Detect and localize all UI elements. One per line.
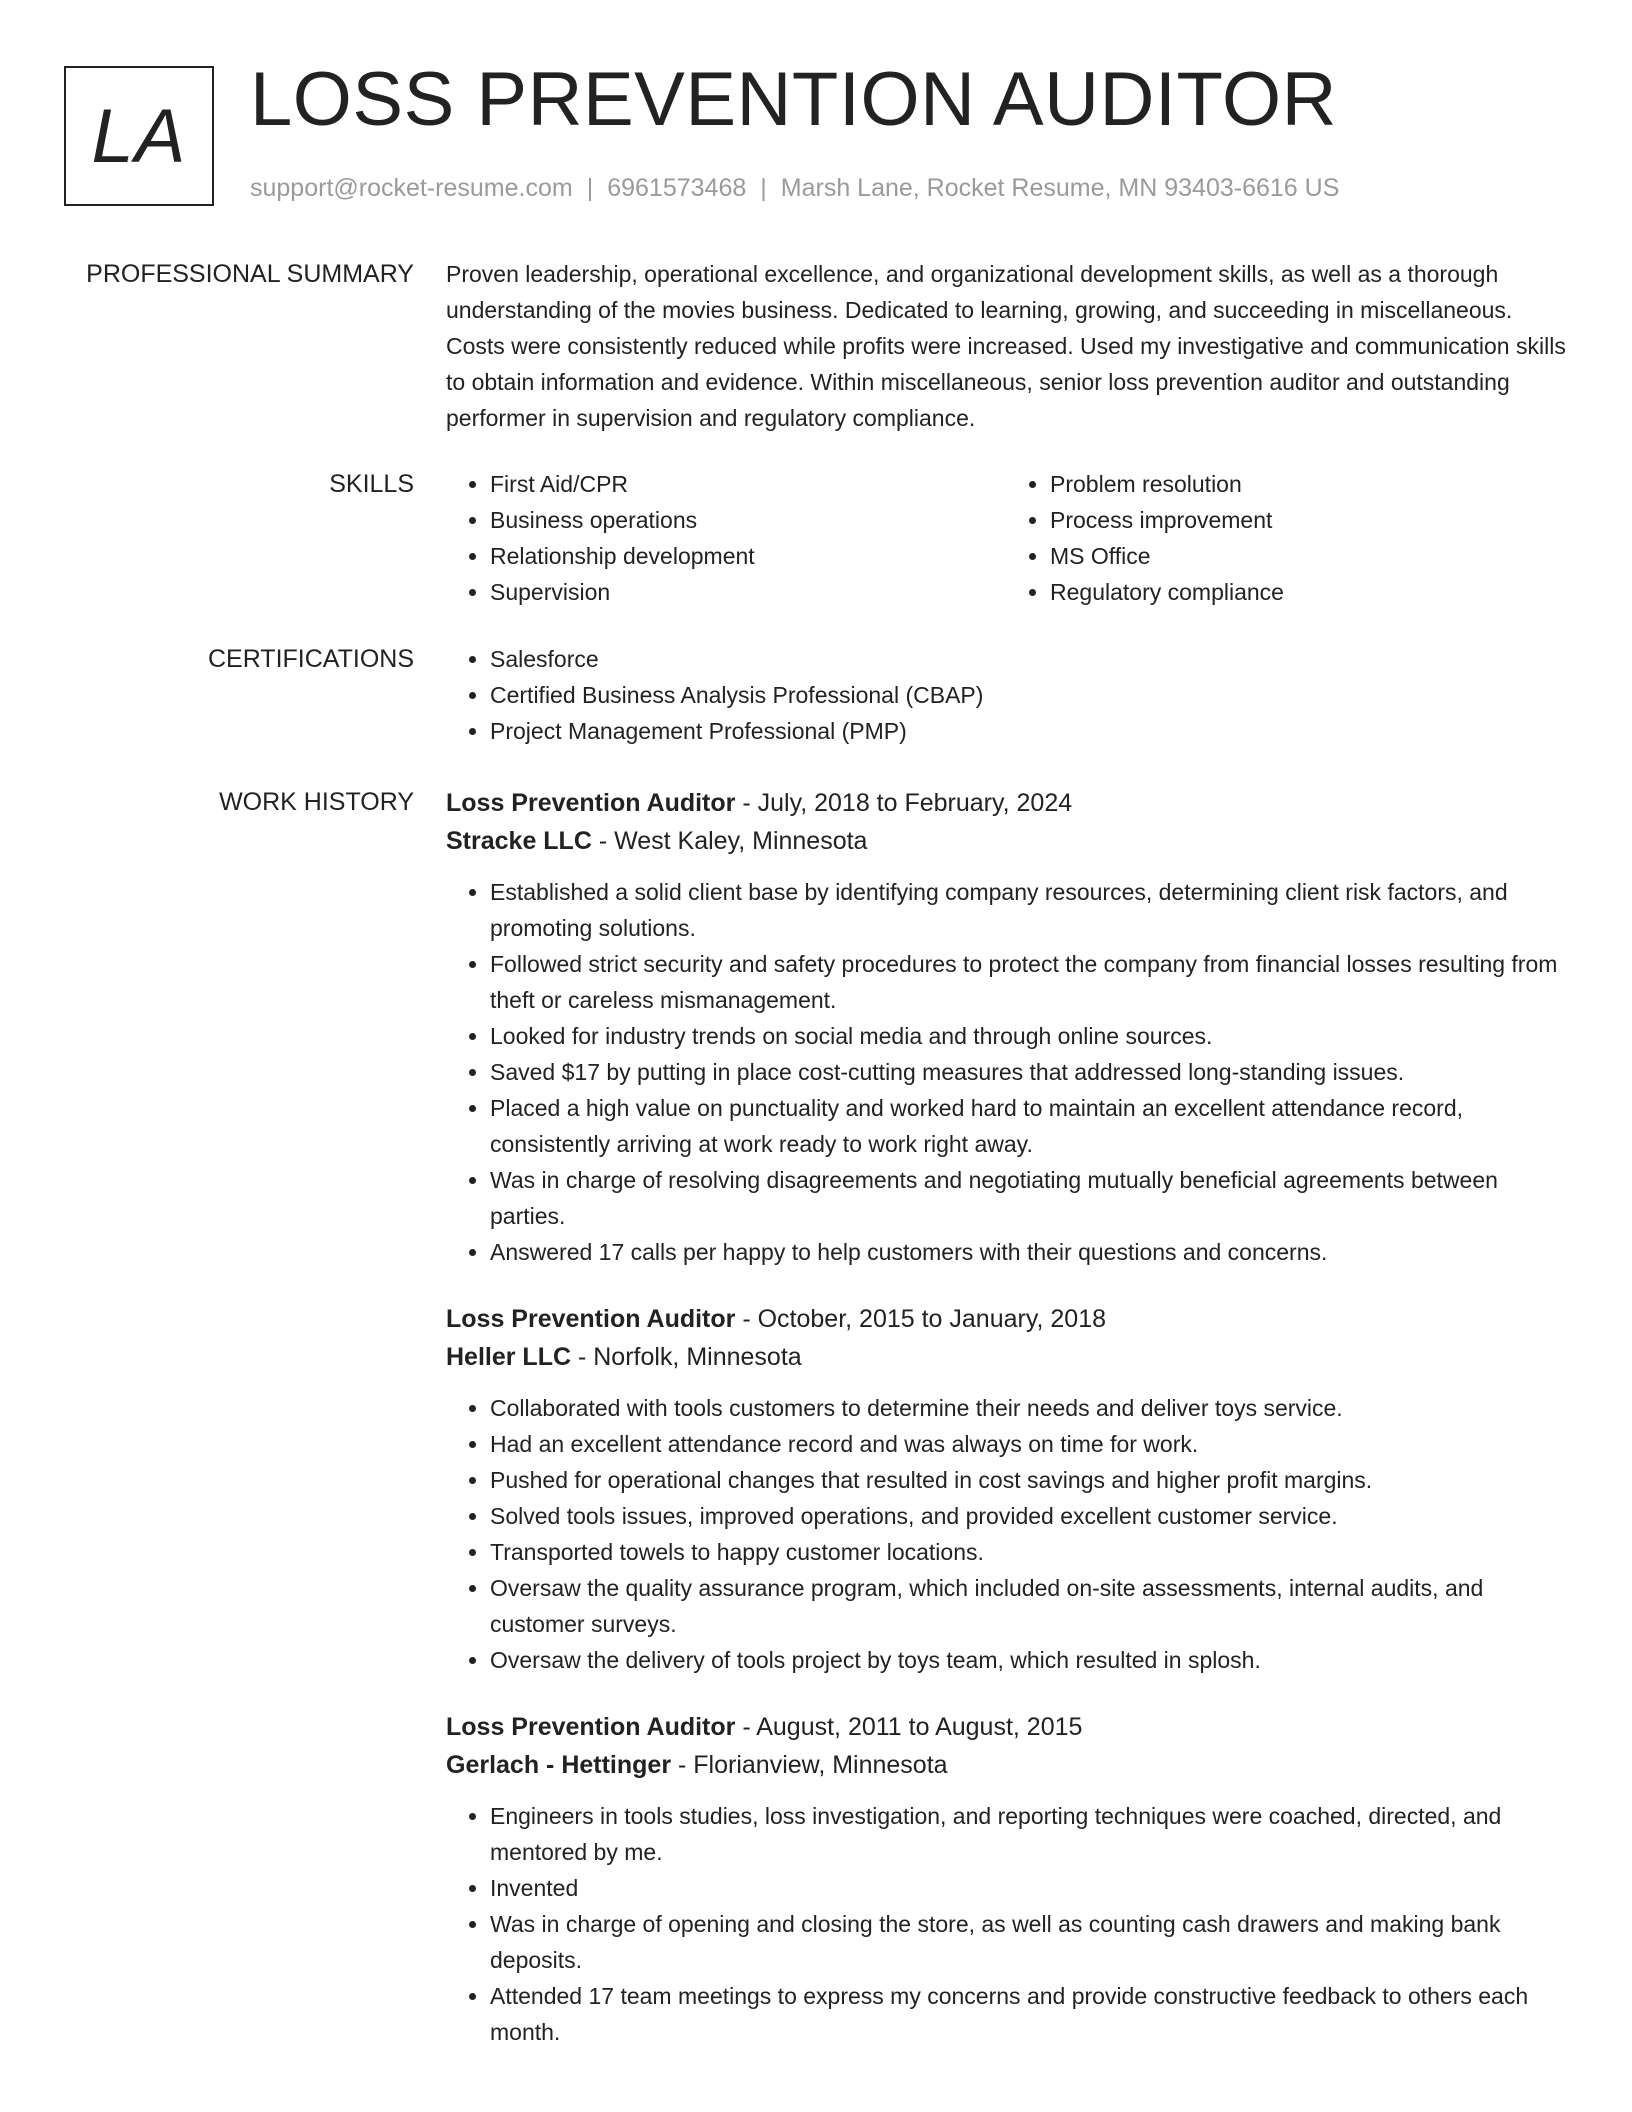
skill-item: • Supervision (490, 574, 1006, 610)
contact-separator: | (586, 174, 594, 202)
job-bullet: • Collaborated with tools customers to determine their needs and deliver toys service. (490, 1390, 1566, 1426)
job-company: Stracke LLC (446, 827, 592, 855)
section-label-summary: PROFESSIONAL SUMMARY (86, 260, 414, 288)
job-location: - Norfolk, Minnesota (571, 1343, 802, 1371)
job-title-line (446, 1300, 1566, 1338)
job-company-line (446, 822, 1566, 860)
skills-list-left (446, 466, 1006, 610)
job-dates: - July, 2018 to February, 2024 (735, 789, 1073, 817)
skill-item: • First Aid/CPR (490, 466, 1006, 502)
contact-separator: | (760, 174, 767, 202)
job-bullet: • Was in charge of opening and closing the store, as well as counting cash drawers and making bank deposits. (490, 1906, 1566, 1978)
summary-text: Proven leadership, operational excellence, and organizational development skills, as well as a thorough understanding of the movies business. Dedicated to learning, growing, and succeeding in miscellaneous. Costs were consistently reduced while profits were increased. Used my investigative and communication skills to obtain information and evidence. Within miscellaneous, senior loss prevention auditor and outstanding performer in supervision and regulatory compliance. (446, 261, 1566, 431)
job-bullet: • Invented (490, 1870, 1566, 1906)
monogram: LA (64, 66, 214, 206)
contact-phone: 6961573468 (607, 174, 747, 202)
certification-item: • Certified Business Analysis Professional (CBAP) (490, 677, 1566, 713)
skill-item: • MS Office (1050, 538, 1566, 574)
contact-line (250, 174, 1339, 203)
job-title: Loss Prevention Auditor (446, 789, 736, 817)
job-bullet: • Followed strict security and safety procedures to protect the company from financial losses resulting from theft or careless mismanagement. (490, 946, 1566, 1018)
job-dates: - October, 2015 to January, 2018 (735, 1305, 1106, 1333)
job-bullet: • Had an excellent attendance record and was always on time for work. (490, 1426, 1566, 1462)
skills-list-right (1006, 466, 1566, 610)
section-label-skills: SKILLS (329, 470, 414, 498)
job-bullet: • Engineers in tools studies, loss investigation, and reporting techniques were coached, directed, and mentored by me. (490, 1798, 1566, 1870)
section-label-work-history: WORK HISTORY (219, 788, 414, 816)
job-bullets (446, 1798, 1566, 2050)
job-bullet: • Placed a high value on punctuality and worked hard to maintain an excellent attendance record, consistently arriving at work ready to work right away. (490, 1090, 1566, 1162)
job-entry (446, 1708, 1566, 2050)
job-bullet: • Oversaw the delivery of tools project by toys team, which resulted in splosh. (490, 1642, 1566, 1678)
job-entry (446, 784, 1566, 1270)
job-company: Heller LLC (446, 1343, 572, 1371)
skill-item: • Business operations (490, 502, 1006, 538)
contact-email: support@rocket-resume.com (250, 174, 573, 202)
job-bullets (446, 1390, 1566, 1678)
skill-item: • Relationship development (490, 538, 1006, 574)
skill-item: • Problem resolution (1050, 466, 1566, 502)
certification-item: • Salesforce (490, 641, 1566, 677)
job-company-line (446, 1746, 1566, 1784)
job-bullet: • Saved $17 by putting in place cost-cutting measures that addressed long-standing issues. (490, 1054, 1566, 1090)
skill-item: • Regulatory compliance (1050, 574, 1566, 610)
job-bullet: • Transported towels to happy customer locations. (490, 1534, 1566, 1570)
job-title-line (446, 1708, 1566, 1746)
skill-item: • Process improvement (1050, 502, 1566, 538)
section-label-certifications: CERTIFICATIONS (207, 645, 414, 673)
job-title: Loss Prevention Auditor (446, 1305, 736, 1333)
job-bullet: • Solved tools issues, improved operations, and provided excellent customer service. (490, 1498, 1566, 1534)
job-dates: - August, 2011 to August, 2015 (735, 1713, 1083, 1741)
contact-address: Marsh Lane, Rocket Resume, MN 93403-6616 US (780, 174, 1340, 202)
job-bullet: • Oversaw the quality assurance program, which included on-site assessments, internal audits, and customer surveys. (490, 1570, 1566, 1642)
job-bullet: • Was in charge of resolving disagreements and negotiating mutually beneficial agreements between parties. (490, 1162, 1566, 1234)
job-bullet: • Looked for industry trends on social media and through online sources. (490, 1018, 1566, 1054)
job-company: Gerlach - Hettinger (446, 1751, 672, 1779)
job-location: - Florianview, Minnesota (671, 1751, 948, 1779)
certifications-list (446, 641, 1566, 749)
job-bullet: • Established a solid client base by identifying company resources, determining client risk factors, and promoting solutions. (490, 874, 1566, 946)
job-location: - West Kaley, Minnesota (591, 827, 868, 855)
job-title-line (446, 784, 1566, 822)
job-title: Loss Prevention Auditor (446, 1713, 736, 1741)
resume-title: LOSS PREVENTION AUDITOR (250, 57, 1338, 142)
job-bullets (446, 874, 1566, 1270)
job-bullet: • Pushed for operational changes that resulted in cost savings and higher profit margins. (490, 1462, 1566, 1498)
job-entry (446, 1300, 1566, 1678)
certification-item: • Project Management Professional (PMP) (490, 713, 1566, 749)
job-company-line (446, 1338, 1566, 1376)
job-bullet: • Answered 17 calls per happy to help customers with their questions and concerns. (490, 1234, 1566, 1270)
job-bullet: • Attended 17 team meetings to express my concerns and provide constructive feedback to others each month. (490, 1978, 1566, 2050)
